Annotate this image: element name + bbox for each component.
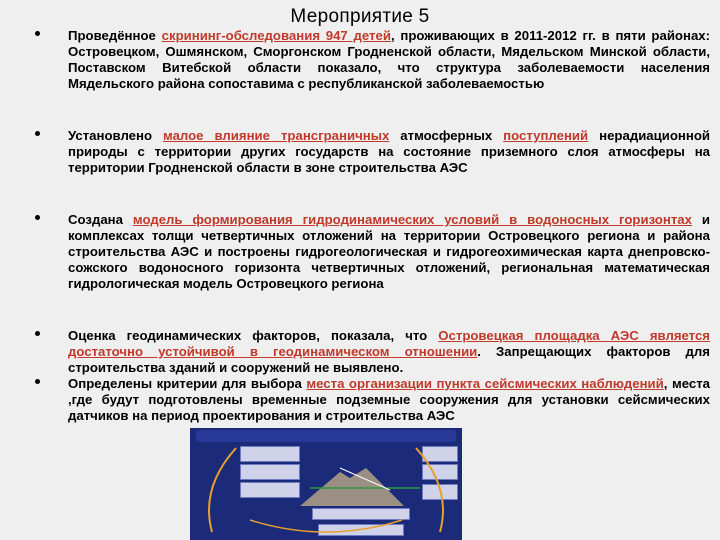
bullet bbox=[35, 31, 40, 36]
paragraph-hydrodynamics: Создана модель формирования гидродинамических условий в водоносных горизонтах и комплексах толщи четвертичных отложений на территории Островецкого региона и района строительства АЭС и построены гидрогеологическая и гидрогеохимическая карта днепровско-сожского водоносного горизонта четвертичных отложений, региональная математическая гидрологическая модель Островецкого региона bbox=[68, 212, 710, 291]
diagram-graphics bbox=[190, 428, 462, 540]
highlight: места организации пункта сейсмических наблюдений bbox=[306, 376, 664, 391]
highlight: модель формирования гидродинамических условий в водоносных горизонтах bbox=[132, 212, 692, 227]
bullet bbox=[35, 215, 40, 220]
arrow-curve bbox=[250, 520, 402, 532]
highlight: скрининг-обследования 947 детей bbox=[161, 28, 391, 43]
bullet bbox=[35, 379, 40, 384]
highlight: поступлений bbox=[503, 128, 589, 143]
paragraph-seismic: Определены критерии для выбора места организации пункта сейсмических наблюдений, места ,где будут подготовлены временные подземные сооружения для установки сейсмических датчиков на период проектирования и строительства АЭС bbox=[68, 376, 710, 423]
bullet bbox=[35, 331, 40, 336]
highlight: малое влияние трансграничных bbox=[163, 128, 390, 143]
arrow-curve bbox=[209, 448, 236, 532]
highlight: Островецкая площадка АЭС является достаточно устойчивой в геодинамическом отношении bbox=[68, 328, 710, 359]
paragraph-atmosphere: Установлено малое влияние трансграничных атмосферных поступлений нерадиационной природы с территории других государств на состояние приземного слоя атмосферы на территории Гродненской области в зоне строительства АЭС bbox=[68, 128, 710, 175]
bullet bbox=[35, 131, 40, 136]
diagram-image bbox=[190, 428, 462, 540]
slide-title: Мероприятие 5 bbox=[290, 6, 430, 27]
paragraph-screening: Проведённое скрининг-обследования 947 детей, проживающих в 2011-2012 гг. в пяти районах: Островецком, Ошмянском, Сморгонском Гродненской области, Мядельском Минской области, Поставском Витебской области показало, что структура заболеваемости населения Мядельского района сопоставима с республиканской заболеваемостью bbox=[68, 28, 711, 91]
paragraph-geodynamics: Оценка геодинамических факторов, показала, что Островецкая площадка АЭС является достаточно устойчивой в геодинамическом отношении. Запрещающих факторов для строительства зданий и сооружений не выявлено. bbox=[68, 328, 710, 375]
arrow-curve bbox=[416, 448, 443, 532]
